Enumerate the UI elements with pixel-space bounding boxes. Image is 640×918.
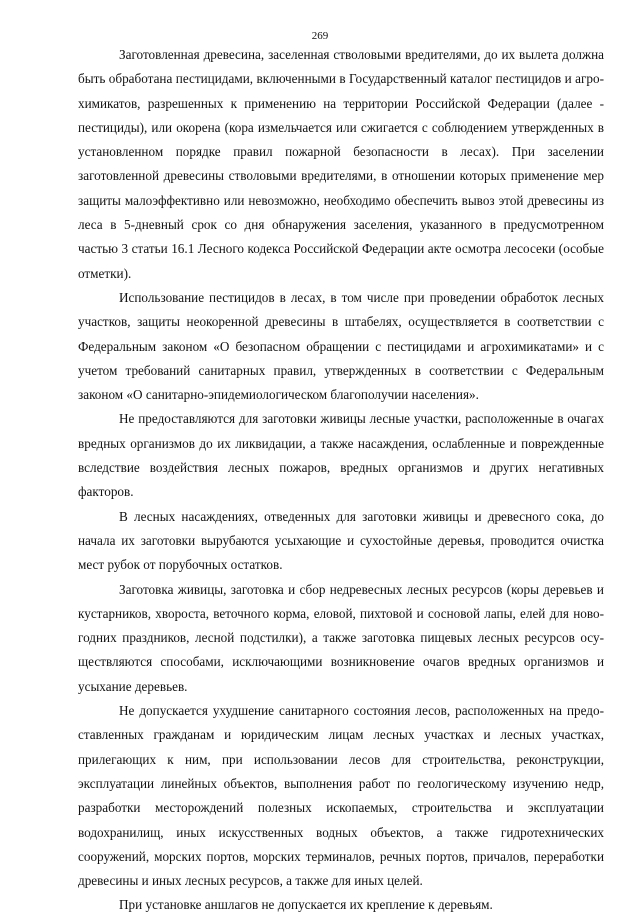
paragraph-stand-cleaning: В лесных насаждениях, отведенных для заготовки живицы и древесного сока, до начала их заготовки вырубаются усыхающие и сухостойные деревья, проводится очистка мест рубок от порубочных остатков.	[78, 508, 604, 573]
paragraph-pesticide-use: Использование пестицидов в лесах, в том числе при проведении обработок лесных участков, защиты неокоренной древесины в штабелях, осуществляется в соответствии с Федеральным законом «О безопасном обращении с пестицидами и агрохимикатами» и с учетом требований санитарных правил, утвержденных в соответствии с Федеральным законом «О санитарно-эпидемиологическом благополучии населения».	[78, 289, 604, 403]
page-number: 269	[311, 30, 329, 42]
paragraph-sanitary-condition: Не допускается ухудшение санитарного состояния лесов, расположенных на предоставленных гражданам и юридическим лицам лесных участках и лесных участках, прилегающих к ним, при использовании лесов для строительства, реконструкции, эксплуатации линейных объектов, выполнения работ по геологическому изучению недр, разработки месторождений полезных ископаемых, строительства и эксплуатации водохранилищ, иных искусственных водных объектов, а также гидротехнических сооружений, морских портов, морских терминалов, речных портов, причалов, переработки древесины и иных лесных ресурсов, а также для иных целей.	[78, 703, 604, 889]
paragraph-signboards: При установке аншлагов не допускается их крепление к деревьям.	[119, 897, 493, 913]
paragraph-non-timber-resources: Заготовка живицы, заготовка и сбор недревесных лесных ресурсов (коры деревьев и кустарников, хвороста, веточного корма, еловой, пихтовой и сосновой лапы, елей для новогодних праздников, лесной подстилки), а также заготовка пищевых лесных ресурсов осуществляются способами, исключающими возникновение очагов вредных организмов и усыхание деревьев.	[78, 581, 604, 694]
paragraph-infested-timber: Заготовленная древесина, заселенная стволовыми вредителями, до их вылета должна быть обработана пестицидами, включенными в Государственный каталог пестицидов и агрохимикатов, разрешенных к применению на территории Российской Федерации (далее - пестициды), или окорена (кора измельчается или сжигается с соблюдением утвержденных в установленном порядке правил пожарной безопасности в лесах). При заселении заготовленной древесины стволовыми вредителями, в отношении которых применение мер защиты малоэффективно или невозможно, необходимо обеспечить вывоз этой древесины из леса в 5-дневный срок со дня обнаружения заселения, указанного в предусмотренном частью 3 статьи 16.1 Лесного кодекса Российской Федерации акте осмотра лесосеки (особые отметки).	[78, 47, 604, 281]
body-text	[78, 43, 604, 918]
paragraph-resin-plots: Не предоставляются для заготовки живицы лесные участки, расположенные в очагах вредных организмов до их ликвидации, а также насаждения, ослабленные и поврежденные вследствие воздействия лесных пожаров, вредных организмов и других негативных факторов.	[78, 411, 604, 500]
